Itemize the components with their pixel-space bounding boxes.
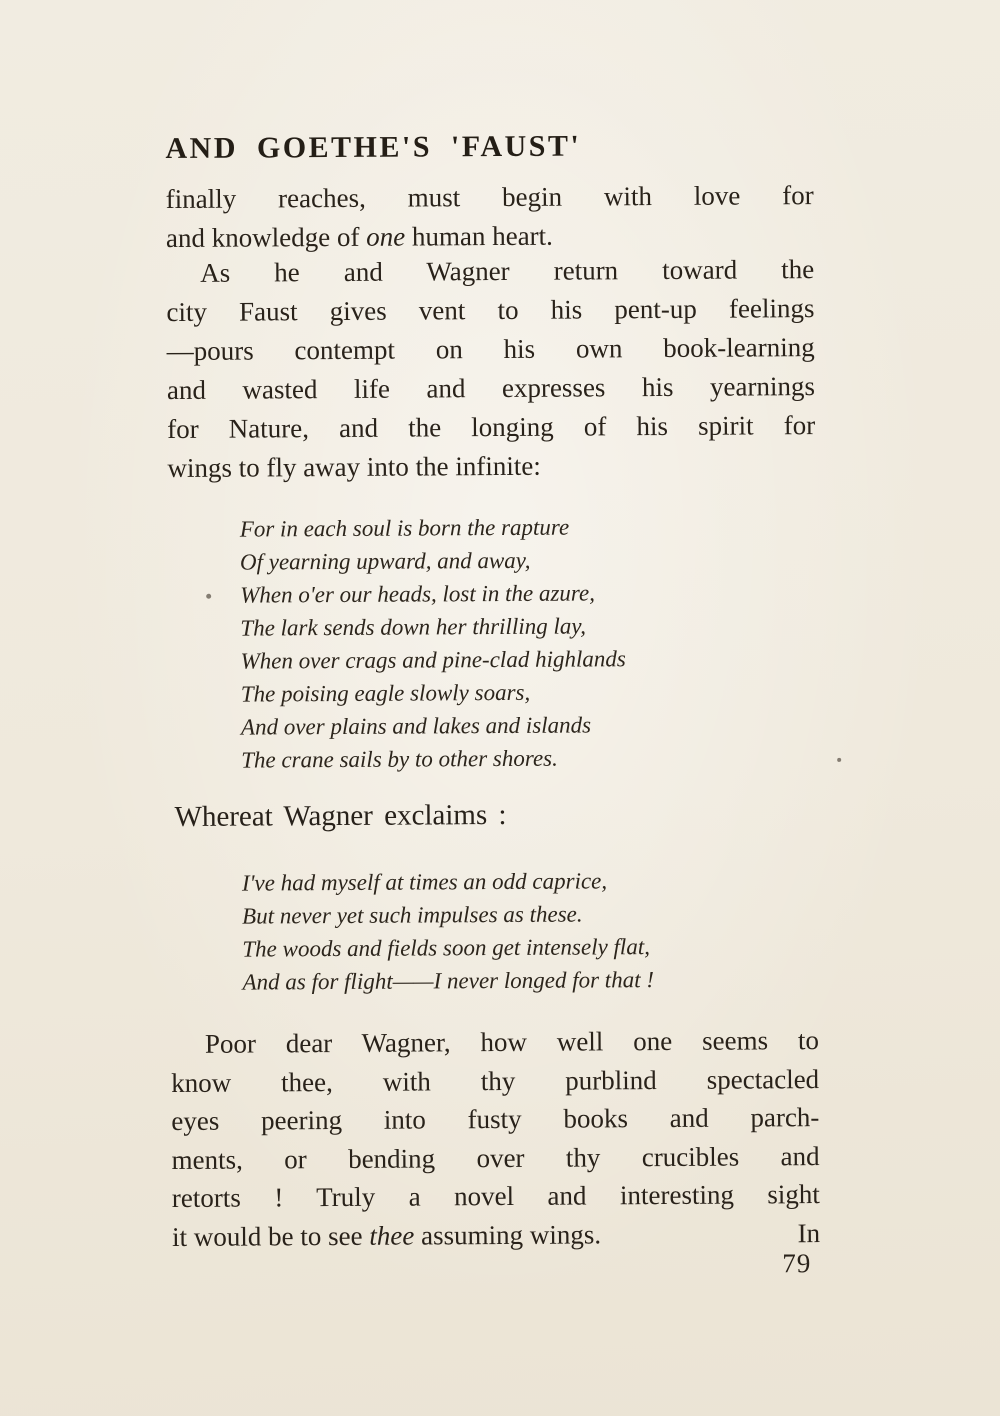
text-line: and wasted life and expresses his yearnings — [166, 371, 815, 406]
text-segment: human heart. — [405, 220, 553, 252]
text-line: eyes peering into fusty books and parch- — [171, 1102, 820, 1137]
verse-line: And over plains and lakes and islands — [240, 712, 592, 740]
emphasized-word: thee — [369, 1220, 415, 1251]
verse-line: The poising eagle slowly soars, — [240, 679, 531, 707]
text-segment: and knowledge of — [165, 221, 367, 254]
text-line: know thee, with thy purblind spectacled — [171, 1063, 820, 1098]
text-line: finally reaches, must begin with love for — [165, 180, 814, 215]
scan-speck — [206, 594, 211, 599]
text-line: wings to fly away into the infinite: — [167, 450, 541, 484]
verse-line: When over crags and pine-clad highlands — [240, 646, 626, 674]
verse-line: And as for flight——I never longed for that ! — [242, 967, 655, 995]
text-segment: assuming wings. — [414, 1218, 602, 1251]
verse-line: But never yet such impulses as these. — [242, 901, 583, 929]
verse-line: The lark sends down her thrilling lay, — [240, 613, 587, 641]
verse-line: The crane sails by to other shores. — [241, 745, 558, 773]
text-line: retorts ! Truly a novel and interesting sight — [171, 1179, 820, 1214]
paragraph-wagner-return — [166, 250, 815, 488]
text-line: city Faust gives vent to his pent-up feelings — [166, 293, 815, 328]
emphasized-word: one — [366, 221, 406, 252]
text-segment: In — [797, 1217, 821, 1248]
text-segment: it would be to see — [171, 1220, 370, 1252]
verse-quotation-wagner — [242, 864, 654, 999]
verse-line: I've had myself at times an odd caprice, — [241, 868, 608, 896]
scan-speck — [837, 758, 841, 762]
verse-line: When o'er our heads, lost in the azure, — [240, 580, 596, 608]
text-segment — [172, 1215, 601, 1256]
text-line: —pours contempt on his own book-learning — [166, 332, 815, 367]
verse-line: Of yearning upward, and away, — [239, 547, 531, 575]
text-line: ments, or bending over thy crucibles and — [171, 1140, 820, 1175]
verse-line: The woods and fields soon get intensely flat, — [242, 934, 650, 962]
text-line — [172, 1214, 820, 1256]
text-line: As he and Wagner return toward the — [200, 254, 815, 288]
paragraph-continuation — [166, 176, 814, 258]
text-line: Poor dear Wagner, how well one seems to — [204, 1025, 819, 1059]
interlude-line: Whereat Wagner exclaims : — [174, 798, 507, 833]
text-line: for Nature, and the longing of his spirit for — [167, 410, 816, 445]
paragraph-poor-wagner — [171, 1021, 820, 1256]
running-header: AND GOETHE'S 'FAUST' — [165, 129, 582, 166]
verse-quotation-faust — [240, 510, 627, 776]
verse-line: For in each soul is born the rapture — [239, 514, 570, 542]
page-number: 79 — [782, 1248, 812, 1279]
